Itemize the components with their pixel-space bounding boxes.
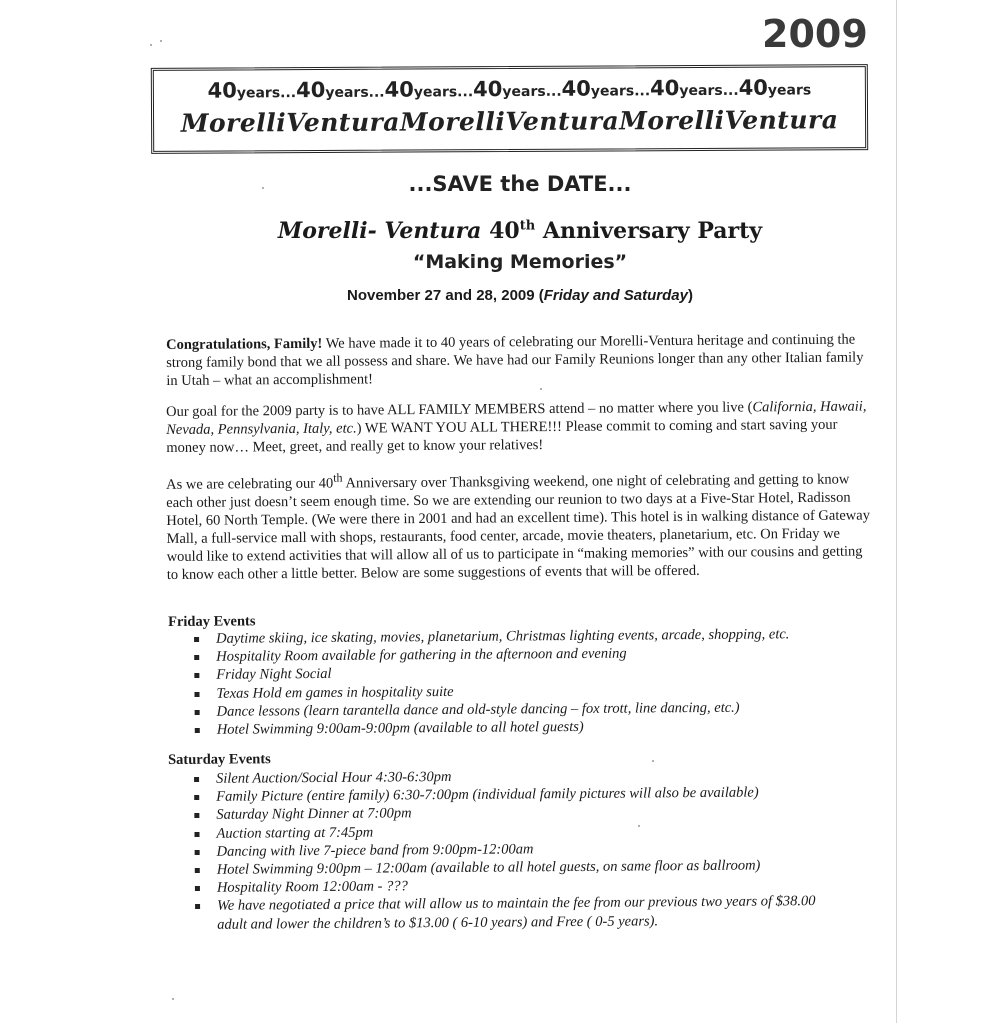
- friday-events-heading: Friday Events: [168, 613, 256, 630]
- banner-number: 40: [650, 76, 680, 101]
- banner-number: 40: [384, 77, 414, 102]
- congratulations-paragraph: [166, 330, 874, 390]
- hotel-text-b: Anniversary over Thanksgiving weekend, one night of celebrating and getting to know each other just doesn’t seem enough time. So we are extending our reunion to two days at a Five-Star Hotel, Radisson Hotel, 60 North Temple. (We were there in 2001 and had an excellent time). This hotel is in walking distance of Gateway Mall, a full-service mall with shops, restaurants, food center, arcade, movie theaters, planetarium, etc. On Friday we would like to extend activities that will allow all of us to participate in “making memories” with our cousins and getting to know each other a little better. Below are some suggestions of events that will be offered.: [166, 471, 871, 583]
- party-family-name: Morelli- Ventura: [277, 218, 482, 244]
- list-item: Silent Auction/Social Hour 4:30-6:30pm: [192, 765, 832, 788]
- banner-number: 40: [473, 77, 503, 102]
- party-suffix: Anniversary Party: [542, 218, 763, 244]
- party-tagline: “Making Memories”: [412, 251, 628, 273]
- banner-sep: ...: [457, 84, 474, 101]
- list-item: Hotel Swimming 9:00am-9:00pm (available to all hotel guests): [193, 716, 833, 739]
- dates-days: Friday and Saturday: [543, 287, 688, 304]
- goal-places: California, Hawaii, Nevada, Pennsylvania, Italy, etc.: [166, 398, 867, 438]
- congratulations-lead: Congratulations, Family!: [166, 335, 323, 353]
- congratulations-text: We have made it to 40 years of celebrating our Morelli-Ventura heritage and continuing the strong family bond that we all possess and share. We have had our Family Reunions longer than any other Italian family in Utah – what an accomplishment!: [166, 331, 864, 389]
- party-dates: [160, 287, 880, 304]
- list-item: Hospitality Room available for gathering in the afternoon and evening: [192, 643, 832, 666]
- friday-events-list: [192, 625, 833, 739]
- hotel-text-a: As we are celebrating our 40: [166, 475, 334, 493]
- anniversary-banner: [151, 64, 868, 154]
- save-the-date-heading: ...SAVE the DATE...: [408, 172, 632, 196]
- banner-family-names: MorelliVenturaMorelliVenturaMorelliVentura: [180, 105, 839, 138]
- scan-speck: [150, 44, 152, 46]
- banner-years-line: [154, 75, 865, 103]
- banner-unit: years: [502, 83, 546, 101]
- goal-paragraph: [166, 397, 874, 457]
- banner-number: 40: [296, 77, 326, 103]
- goal-text-b: ) WE WANT YOU ALL THERE!!! Please commit to coming and start saving your money now… Meet, greet, and really get to know your relatives!: [166, 416, 838, 456]
- banner-number: 40: [561, 76, 591, 101]
- banner-unit: years: [767, 82, 812, 99]
- banner-sep: ...: [634, 83, 651, 100]
- scan-speck: [160, 40, 162, 42]
- banner-sep: ...: [368, 84, 385, 101]
- dates-main: November 27 and 28, 2009 (: [347, 287, 544, 304]
- saturday-events-heading: Saturday Events: [168, 751, 271, 768]
- party-number: 40: [489, 218, 520, 244]
- list-item: Hospitality Room 12:00am - ???: [193, 874, 833, 897]
- banner-unit: years: [590, 83, 635, 100]
- banner-sep: ...: [280, 85, 297, 102]
- list-item: Dance lessons (learn tarantella dance and old-style dancing – fox trott, line dancing, etc.): [193, 698, 833, 721]
- dates-close: ): [687, 287, 693, 304]
- scan-speck: [540, 388, 542, 390]
- party-title: [160, 218, 880, 244]
- banner-unit: years: [413, 84, 458, 101]
- banner-unit: years: [325, 84, 369, 101]
- list-item: Family Picture (entire family) 6:30-7:00pm (individual family pictures will also be available): [192, 783, 832, 806]
- goal-text-a: Our goal for the 2009 party is to have ALL FAMILY MEMBERS attend – no matter where you live (: [166, 399, 753, 420]
- banner-sep: ...: [545, 83, 562, 100]
- list-item: Dancing with live 7-piece band from 9:00pm-12:00am: [193, 838, 833, 861]
- page-edge-line: [896, 0, 897, 1023]
- list-item: Daytime skiing, ice skating, movies, planetarium, Christmas lighting events, arcade, shopping, etc.: [192, 625, 832, 648]
- banner-unit: years: [679, 82, 723, 100]
- list-item: Auction starting at 7:45pm: [192, 820, 832, 843]
- list-item: Friday Night Social: [192, 661, 832, 684]
- list-item: Texas Hold em games in hospitality suite: [192, 680, 832, 703]
- scan-speck: [638, 825, 640, 827]
- hotel-sup: th: [333, 470, 343, 485]
- banner-sep: ...: [722, 82, 739, 99]
- year-heading: 2009: [762, 12, 868, 56]
- party-number-sup: th: [519, 218, 536, 234]
- banner-unit: years: [236, 85, 281, 102]
- scan-speck: [262, 187, 264, 189]
- list-item: Hotel Swimming 9:00pm – 12:00am (available to all hotel guests, on same floor as ballroom): [193, 856, 833, 879]
- scan-speck: [172, 998, 174, 1000]
- scan-speck: [652, 760, 654, 762]
- hotel-paragraph: [166, 464, 875, 583]
- saturday-events-list: [192, 765, 833, 934]
- list-item: We have negotiated a price that will allow us to maintain the fee from our previous two years of $38.00 adult and lower the children’s to $13.00 ( 6-10 years) and Free ( 0-5 years).: [193, 892, 833, 934]
- banner-number: 40: [738, 75, 768, 100]
- list-item: Saturday Night Dinner at 7:00pm: [192, 801, 832, 824]
- banner-number: 40: [207, 78, 237, 103]
